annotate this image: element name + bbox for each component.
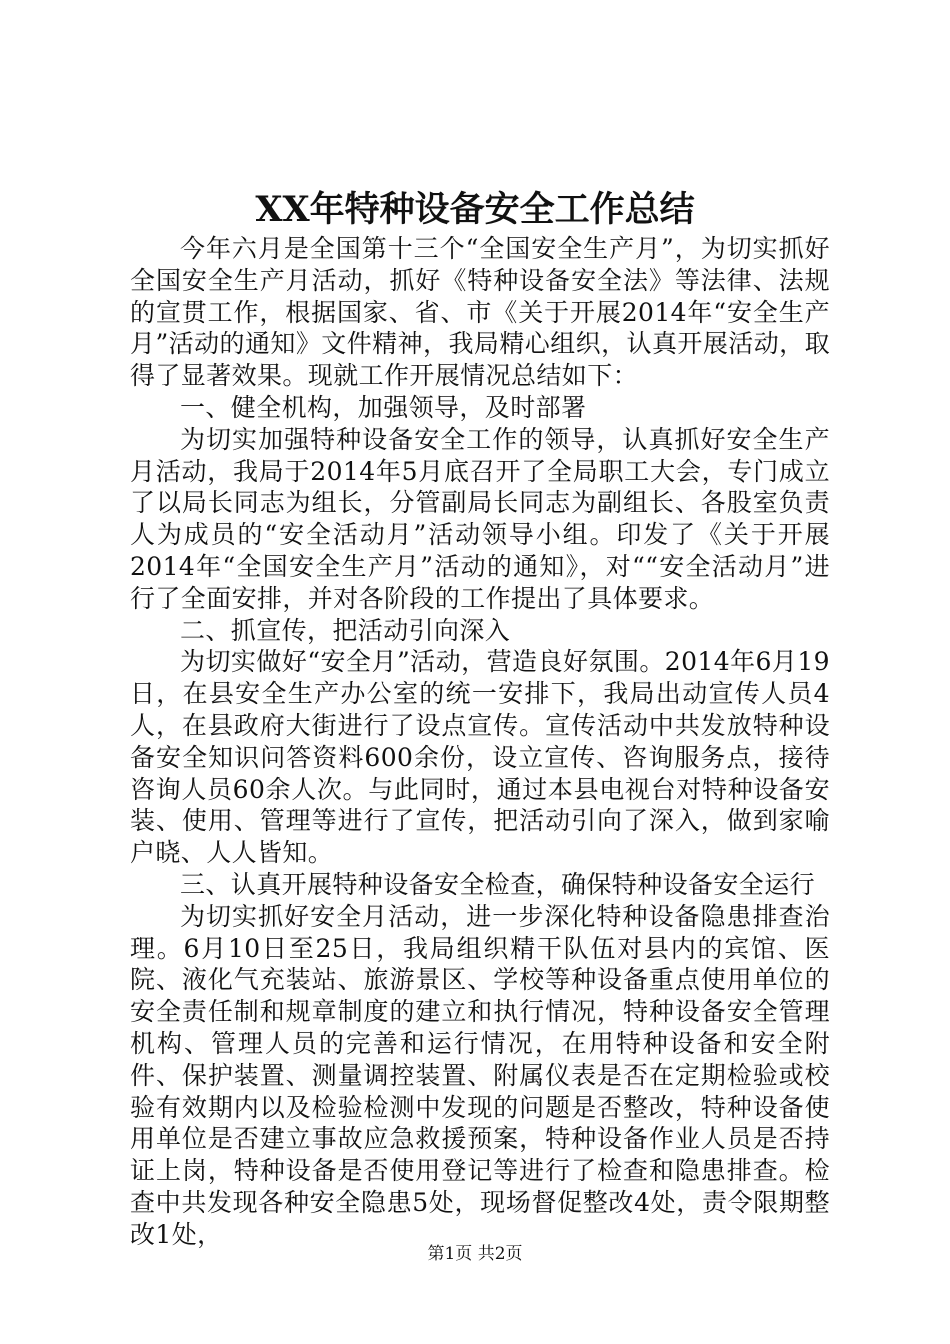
document-body: [130, 233, 830, 1251]
section-paragraph-3: 为切实抓好安全月活动，进一步深化特种设备隐患排查治理。6月10日至25日，我局组织精干队伍对县内的宾馆、医院、液化气充装站、旅游景区、学校等种设备重点使用单位的安全责任制和规章制度的建立和执行情况，特种设备安全管理机构、管理人员的完善和运行情况，在用特种设备和安全附件、保护装置、测量调控装置、附属仪表是否在定期检验或校验有效期内以及检验检测中发现的问题是否整改，特种设备使用单位是否建立事故应急救援预案，特种设备作业人员是否持证上岗，特种设备是否使用登记等进行了检查和隐患排查。检查中共发现各种安全隐患5处，现场督促整改4处，责令限期整改1处，: [130, 901, 830, 1249]
section-paragraph-2: 为切实做好“安全月”活动，营造良好氛围。2014年6月19日，在县安全生产办公室的统一安排下，我局出动宣传人员4人，在县政府大街进行了设点宣传。宣传活动中共发放特种设备安全知识问答资料600余份，设立宣传、咨询服务点，接待咨询人员60余人次。与此同时，通过本县电视台对特种设备安装、使用、管理等进行了宣传，把活动引向了深入，做到家喻户晓、人人皆知。: [130, 647, 830, 868]
section-paragraph-1: 为切实加强特种设备安全工作的领导，认真抓好安全生产月活动，我局于2014年5月底召开了全局职工大会，专门成立了以局长同志为组长，分管副局长同志为副组长、各股室负责人为成员的“安全活动月”活动领导小组。印发了《关于开展2014年“全国安全生产月”活动的通知》，对““安全活动月”进行了全面安排，并对各阶段的工作提出了具体要求。: [130, 424, 830, 613]
section-heading-3: 三、认真开展特种设备安全检查，确保特种设备安全运行: [180, 869, 816, 899]
page-number-footer: 第1页 共2页: [427, 1244, 523, 1264]
section-heading-1: 一、健全机构，加强领导，及时部署: [180, 392, 587, 422]
intro-paragraph: 今年六月是全国第十三个“全国安全生产月”，为切实抓好全国安全生产月活动，抓好《特种设备安全法》等法律、法规的宣贯工作，根据国家、省、市《关于开展2014年“安全生产月”活动的通知》文件精神，我局精心组织，认真开展活动，取得了显著效果。现就工作开展情况总结如下：: [130, 234, 830, 391]
section-heading-2: 二、抓宣传，把活动引向深入: [180, 615, 511, 645]
document-title: XX年特种设备安全工作总结: [255, 189, 695, 230]
